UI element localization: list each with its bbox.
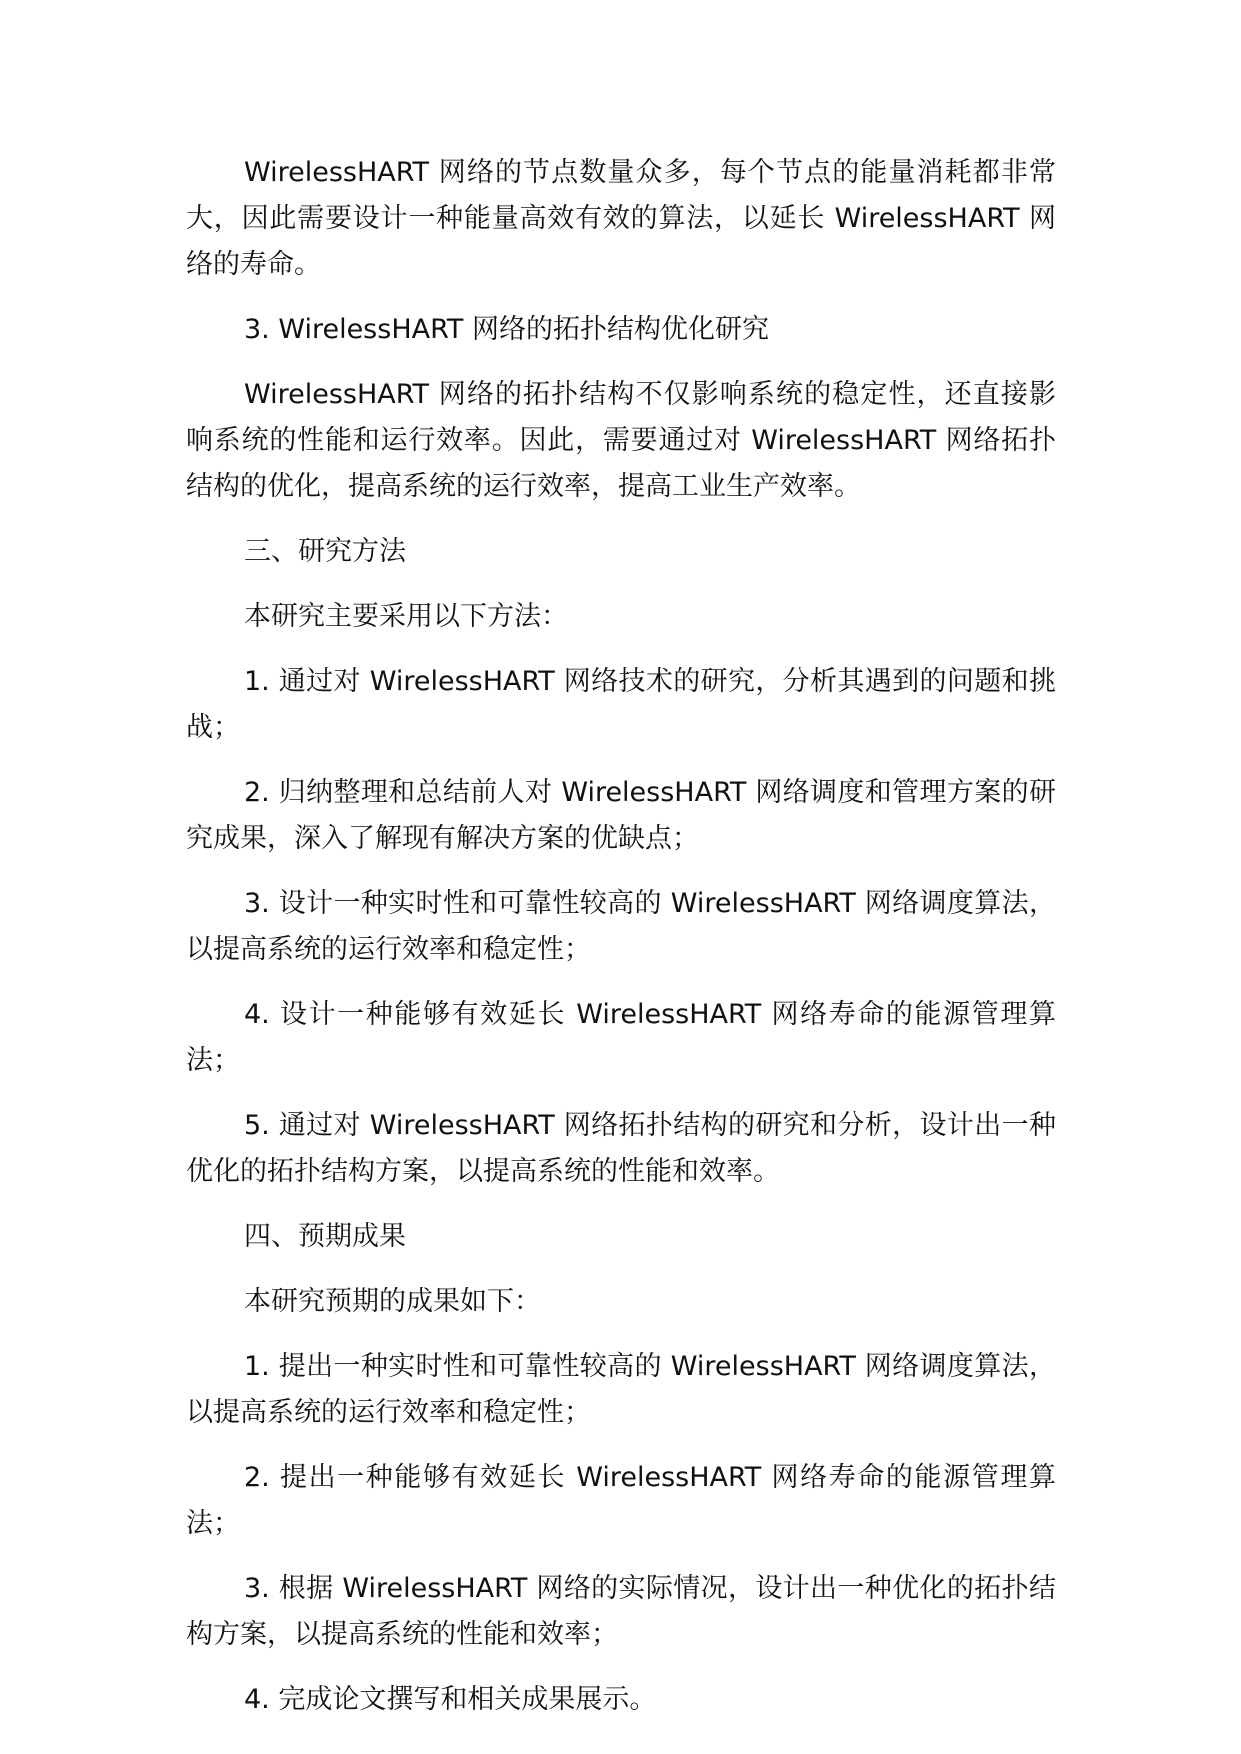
document-body (186, 150, 1056, 1742)
list-item-method-4: 4. 设计一种能够有效延长 WirelessHART 网络寿命的能源管理算法； (186, 999, 1056, 1076)
list-item-result-3: 3. 根据 WirelessHART 网络的实际情况，设计出一种优化的拓扑结构方案，以提高系统的性能和效率； (186, 1573, 1056, 1650)
paragraph-energy-efficiency: WirelessHART 网络的节点数量众多，每个节点的能量消耗都非常大，因此需要设计一种能量高效有效的算法，以延长 WirelessHART 网络的寿命。 (186, 157, 1056, 280)
list-item-result-1: 1. 提出一种实时性和可靠性较高的 WirelessHART 网络调度算法，以提高系统的运行效率和稳定性； (186, 1351, 1056, 1428)
paragraph-results-intro: 本研究预期的成果如下： (244, 1286, 541, 1317)
list-item-result-4: 4. 完成论文撰写和相关成果展示。 (244, 1684, 657, 1715)
list-item-method-5: 5. 通过对 WirelessHART 网络拓扑结构的研究和分析，设计出一种优化的拓扑结构方案，以提高系统的性能和效率。 (186, 1110, 1056, 1187)
list-item-result-2: 2. 提出一种能够有效延长 WirelessHART 网络寿命的能源管理算法； (186, 1462, 1056, 1539)
section-heading-methods: 三、研究方法 (244, 536, 406, 567)
heading-topology-optimization: 3. WirelessHART 网络的拓扑结构优化研究 (244, 314, 769, 345)
list-item-method-2: 2. 归纳整理和总结前人对 WirelessHART 网络调度和管理方案的研究成果，深入了解现有解决方案的优缺点； (186, 777, 1056, 854)
paragraph-methods-intro: 本研究主要采用以下方法： (244, 601, 568, 632)
section-heading-expected-results: 四、预期成果 (244, 1221, 406, 1252)
list-item-method-1: 1. 通过对 WirelessHART 网络技术的研究，分析其遇到的问题和挑战； (186, 666, 1056, 743)
paragraph-topology: WirelessHART 网络的拓扑结构不仅影响系统的稳定性，还直接影响系统的性能和运行效率。因此，需要通过对 WirelessHART 网络拓扑结构的优化，提高系统的运行效率，提高工业生产效率。 (186, 379, 1056, 502)
list-item-method-3: 3. 设计一种实时性和可靠性较高的 WirelessHART 网络调度算法，以提高系统的运行效率和稳定性； (186, 888, 1056, 965)
